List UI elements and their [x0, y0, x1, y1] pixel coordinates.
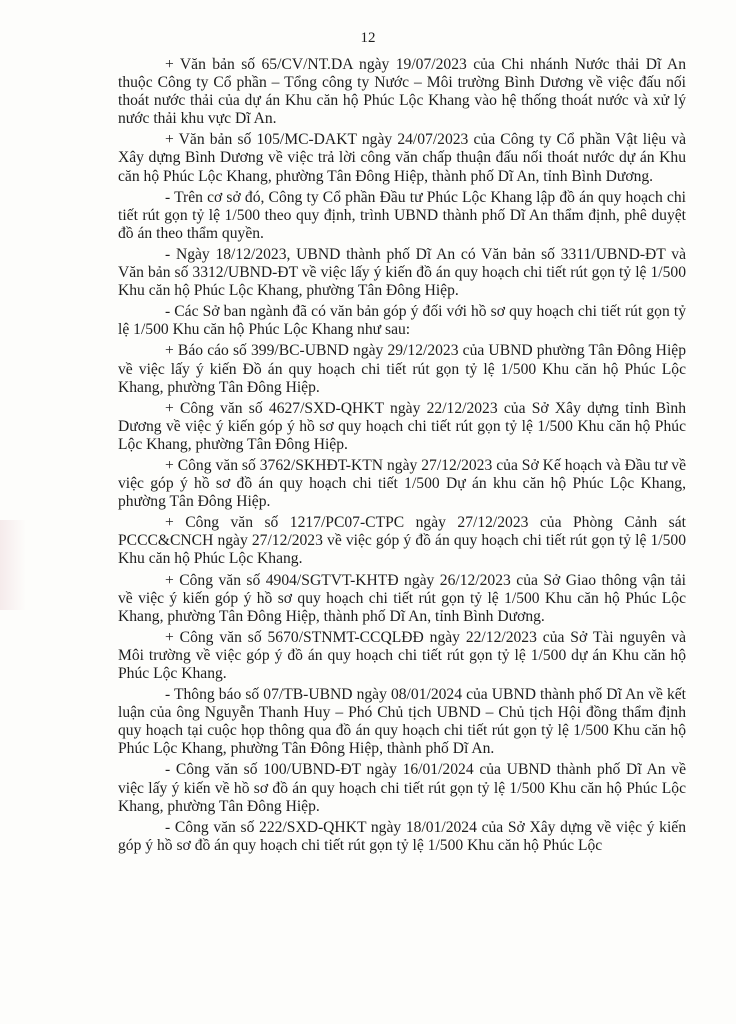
paragraph: - Thông báo số 07/TB-UBND ngày 08/01/2024 của UBND thành phố Dĩ An về kết luận của ông Nguyễn Thanh Huy – Phó Chủ tịch UBND – Chủ tịch Hội đồng thẩm định quy hoạch tại cuộc họp thông qua đồ án quy hoạch chi tiết rút gọn tỷ lệ 1/500 Khu căn hộ Phúc Lộc Khang, phường Tân Đông Hiệp, thành phố Dĩ An.	[118, 686, 686, 758]
paragraph: + Công văn số 4904/SGTVT-KHTĐ ngày 26/12/2023 của Sở Giao thông vận tải về việc ý kiến góp ý hồ sơ quy hoạch chi tiết rút gọn tỷ lệ 1/500 Khu căn hộ Phúc Lộc Khang, phường Tân Đông Hiệp, thành phố Dĩ An, tỉnh Bình Dương.	[118, 571, 686, 625]
paragraph: - Trên cơ sở đó, Công ty Cổ phần Đầu tư Phúc Lộc Khang lập đồ án quy hoạch chi tiết rút gọn tỷ lệ 1/500 theo quy định, trình UBND thành phố Dĩ An thẩm định, phê duyệt đồ án theo thẩm quyền.	[118, 188, 686, 242]
paragraph: + Báo cáo số 399/BC-UBND ngày 29/12/2023 của UBND phường Tân Đông Hiệp về việc lấy ý kiến Đồ án quy hoạch chi tiết rút gọn tỷ lệ 1/500 Khu căn hộ Phúc Lộc Khang, phường Tân Đông Hiệp.	[118, 342, 686, 396]
paragraph: + Công văn số 3762/SKHĐT-KTN ngày 27/12/2023 của Sở Kế hoạch và Đầu tư về việc góp ý hồ sơ đồ án quy hoạch chi tiết 1/500 Dự án khu căn hộ Phúc Lộc Khang, phường Tân Đông Hiệp.	[118, 456, 686, 511]
paragraph: + Công văn số 5670/STNMT-CCQLĐĐ ngày 22/12/2023 của Sở Tài nguyên và Môi trường về việc góp ý đồ án quy hoạch chi tiết rút gọn tỷ lệ 1/500 dự án Khu căn hộ Phúc Lộc Khang.	[118, 628, 686, 682]
paragraph: - Công văn số 222/SXD-QHKT ngày 18/01/2024 của Sở Xây dựng về việc ý kiến góp ý hồ sơ đồ án quy hoạch chi tiết rút gọn tỷ lệ 1/500 Khu căn hộ Phúc Lộc	[118, 818, 686, 854]
paragraph: - Ngày 18/12/2023, UBND thành phố Dĩ An có Văn bản số 3311/UBND-ĐT và Văn bản số 3312/UBND-ĐT về việc lấy ý kiến đồ án quy hoạch chi tiết rút gọn tỷ lệ 1/500 Khu căn hộ Phúc Lộc Khang, phường Tân Đông Hiệp.	[118, 245, 686, 300]
paragraph: - Công văn số 100/UBND-ĐT ngày 16/01/2024 của UBND thành phố Dĩ An về việc lấy ý kiến về hồ sơ đồ án quy hoạch chi tiết rút gọn tỷ lệ 1/500 Khu căn hộ Phúc Lộc Khang, phường Tân Đông Hiệp.	[118, 761, 686, 815]
scan-edge-mark	[0, 520, 26, 610]
page-number: 12	[360, 30, 376, 46]
paragraph: + Văn bản số 65/CV/NT.DA ngày 19/07/2023 của Chi nhánh Nước thải Dĩ An thuộc Công ty Cổ phần – Tổng công ty Nước – Môi trường Bình Dương về việc đấu nối thoát nước thải của dự án Khu căn hộ Phúc Lộc Khang vào hệ thống thoát nước và xử lý nước thải khu vực Dĩ An.	[118, 56, 686, 128]
paragraph: + Công văn số 1217/PC07-CTPC ngày 27/12/2023 của Phòng Cảnh sát PCCC&CNCH ngày 27/12/2023 về việc góp ý đồ án quy hoạch chi tiết rút gọn tỷ lệ 1/500 Khu căn hộ Phúc Lộc Khang.	[118, 514, 686, 568]
document-body	[118, 56, 686, 858]
paragraph: + Công văn số 4627/SXD-QHKT ngày 22/12/2023 của Sở Xây dựng tỉnh Bình Dương về việc ý kiến góp ý hồ sơ quy hoạch chi tiết rút gọn tỷ lệ 1/500 Khu căn hộ Phúc Lộc Khang, phường Tân Đông Hiệp.	[118, 399, 686, 453]
paragraph: - Các Sở ban ngành đã có văn bản góp ý đối với hồ sơ quy hoạch chi tiết rút gọn tỷ lệ 1/500 Khu căn hộ Phúc Lộc Khang như sau:	[118, 303, 686, 339]
paragraph: + Văn bản số 105/MC-DAKT ngày 24/07/2023 của Công ty Cổ phần Vật liệu và Xây dựng Bình Dương về việc trả lời công văn chấp thuận đấu nối thoát nước dự án Khu căn hộ Phúc Lộc Khang, phường Tân Đông Hiệp, thành phố Dĩ An, tỉnh Bình Dương.	[118, 131, 686, 185]
